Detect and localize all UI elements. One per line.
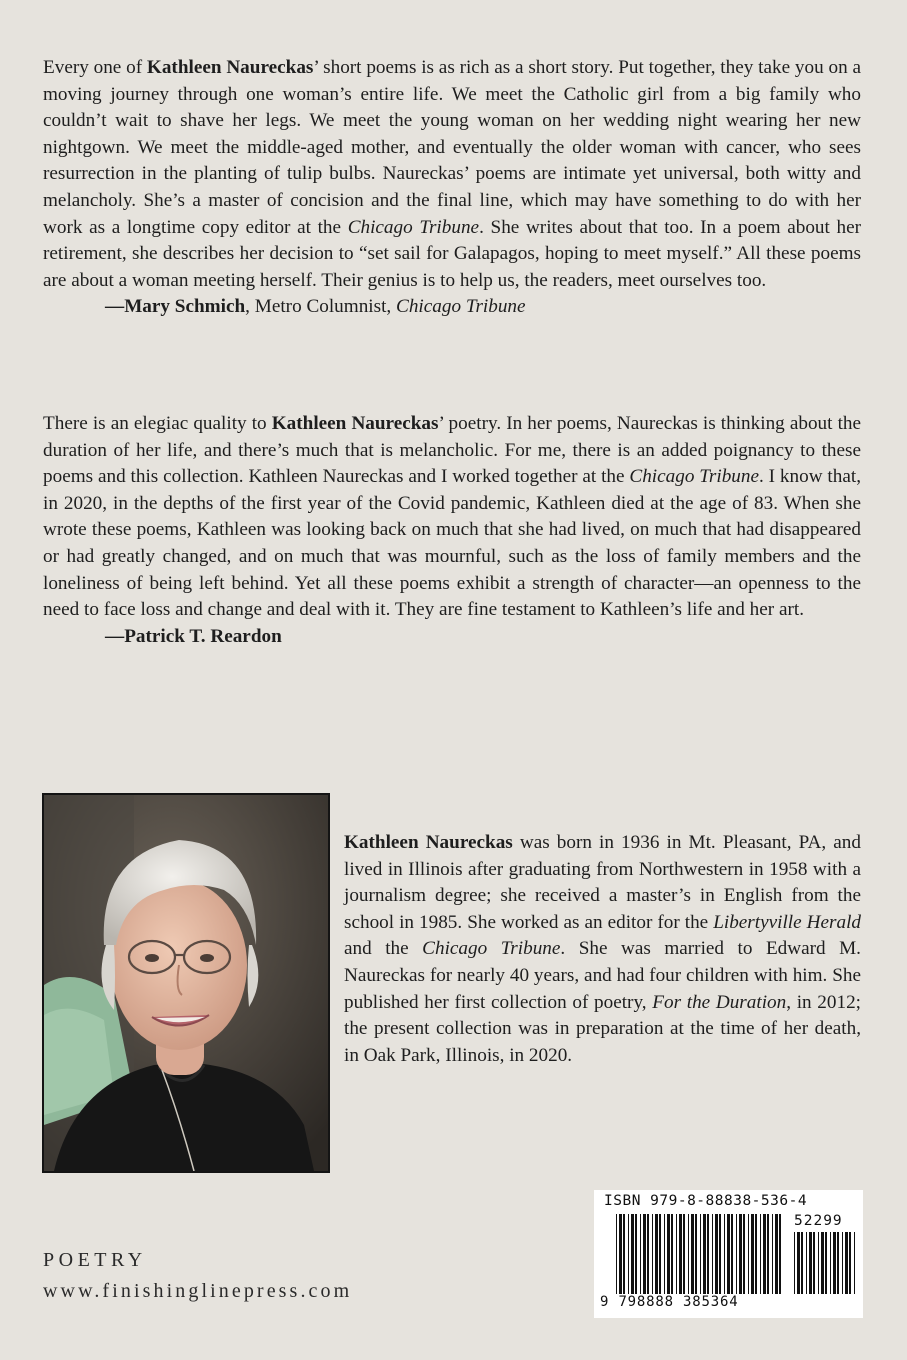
barcode-bar bbox=[652, 1214, 653, 1294]
blurb-text: ’ poetry. In her poems, Naureckas is thinking about the duration of her life, and there’s much that is melancholic. For me, there is an added poignancy to these poems and this collection. Kathleen Naureckas and I worked together at the bbox=[43, 413, 862, 488]
publication-title: Libertyville Herald bbox=[713, 911, 861, 933]
barcode-bar bbox=[837, 1232, 839, 1294]
barcode-bar bbox=[813, 1232, 815, 1294]
publisher-website: www.finishinglinepress.com bbox=[43, 1280, 353, 1302]
barcode-bar bbox=[797, 1232, 800, 1294]
bio-text: . She was married to Edward M. Naureckas for nearly 40 years, and had four children with him. She published her first collection of poetry, bbox=[344, 938, 861, 1013]
barcode-bar bbox=[727, 1214, 730, 1294]
barcode-bar bbox=[779, 1214, 781, 1294]
barcode-bar bbox=[700, 1214, 701, 1294]
barcode-digits: 9 798888 385364 bbox=[600, 1294, 739, 1310]
barcode-bar bbox=[695, 1214, 697, 1294]
barcode-bar bbox=[736, 1214, 737, 1294]
blurb-attribution bbox=[43, 624, 861, 651]
barcode-bar bbox=[683, 1214, 685, 1294]
barcode-bar bbox=[825, 1232, 827, 1294]
barcode-bar bbox=[707, 1214, 709, 1294]
bio-text: and the bbox=[344, 938, 423, 960]
barcode-bar bbox=[809, 1232, 812, 1294]
barcode-bar bbox=[679, 1214, 682, 1294]
barcode-bar bbox=[845, 1232, 848, 1294]
barcode-bar bbox=[767, 1214, 769, 1294]
barcode-bar bbox=[760, 1214, 761, 1294]
barcode-bar bbox=[743, 1214, 745, 1294]
barcode-bar bbox=[842, 1232, 843, 1294]
barcode-bar bbox=[635, 1214, 637, 1294]
barcode-bar bbox=[647, 1214, 649, 1294]
barcode-bar bbox=[854, 1232, 855, 1294]
barcode-bar bbox=[719, 1214, 721, 1294]
barcode-bar bbox=[731, 1214, 733, 1294]
author-name: Kathleen Naureckas bbox=[271, 413, 439, 434]
author-portrait-illustration bbox=[44, 795, 328, 1171]
barcode-bar bbox=[748, 1214, 749, 1294]
blurb-patrick-reardon bbox=[43, 411, 861, 650]
attribution-role: , Metro Columnist, bbox=[245, 296, 397, 318]
blurb-text: ’ short poems is as rich as a short story. Put together, they take you on a moving journey through one woman’s entire life. We meet the Catholic girl from a big family who couldn’t wait to shave her legs. We meet the young woman on her wedding night wearing her new nightgown. We meet the middle-aged mother, and eventually the older woman with cancer, who sees resurrection in the planting of tulip bulbs. Naureckas’ poems are intimate yet universal, both witty and melancholy. She’s a master of concision and the final line, which may have something to do with her work as a longtime copy editor at the bbox=[43, 57, 861, 238]
bio-text: was born in 1936 in Mt. Pleasant, PA, and lived in Illinois after graduating from Northwestern in 1958 with a journalism degree; she received a master’s in English from the school in 1985. She worked as an editor for the bbox=[344, 832, 861, 933]
barcode-bar bbox=[751, 1214, 754, 1294]
barcode-bar bbox=[775, 1214, 778, 1294]
barcode-bar bbox=[671, 1214, 673, 1294]
attribution-publication: Chicago Tribune bbox=[396, 296, 526, 318]
publication-title: Chicago Tribune bbox=[629, 466, 759, 488]
barcode-bar bbox=[712, 1214, 713, 1294]
barcode-bar bbox=[623, 1214, 625, 1294]
bio-text: , in 2012; the present collection was in preparation at the time of her death, in Oak Park, Illinois, in 2020. bbox=[344, 991, 861, 1066]
price-code: 52299 bbox=[794, 1213, 843, 1229]
publication-title: Chicago Tribune bbox=[347, 216, 480, 238]
barcode-bar bbox=[616, 1214, 617, 1294]
blurb-text: . She writes about that too. In a poem about her retirement, she describes her decision to “set sail for Galapagos, hoping to meet myself.” All these poems are about a woman meeting herself. Their genius is to help us, the readers, meet ourselves too. bbox=[43, 216, 861, 291]
barcode-bar bbox=[676, 1214, 677, 1294]
barcode-bar bbox=[715, 1214, 718, 1294]
barcode-bar bbox=[818, 1232, 819, 1294]
barcode-bar bbox=[763, 1214, 766, 1294]
barcode-bar bbox=[806, 1232, 807, 1294]
blurb-text: . I know that, in 2020, in the depths of the first year of the Covid pandemic, Kathleen died at the age of 83. When she wrote these poems, Kathleen was looking back on much that she had lived, on much that had disappeared or had greatly changed, and on much that was mournful, such as the loss of family members and the loneliness of being left behind. Yet all these poems exhibit a strength of character—an openness to the need to face loss and change and deal with it. They are fine testament to Kathleen’s life and her art. bbox=[43, 466, 861, 621]
barcode-bar bbox=[739, 1214, 742, 1294]
barcode-bar bbox=[801, 1232, 803, 1294]
barcode-bar bbox=[849, 1232, 851, 1294]
barcode-bar bbox=[755, 1214, 757, 1294]
barcode-bar bbox=[821, 1232, 824, 1294]
barcode-bar bbox=[655, 1214, 658, 1294]
barcode-bar bbox=[833, 1232, 836, 1294]
attribution-name: —Patrick T. Reardon bbox=[105, 625, 282, 647]
author-photo bbox=[42, 793, 330, 1173]
blurb-text: There is an elegiac quality to bbox=[43, 413, 272, 434]
attribution-name: —Mary Schmich bbox=[105, 296, 246, 318]
isbn-barcode bbox=[594, 1190, 863, 1318]
barcode-bar bbox=[667, 1214, 670, 1294]
barcode-bar bbox=[688, 1214, 689, 1294]
blurb-attribution bbox=[43, 294, 861, 321]
author-bio bbox=[344, 830, 861, 1069]
author-name: Kathleen Naureckas bbox=[146, 57, 314, 78]
barcode-bar bbox=[772, 1214, 773, 1294]
isbn-label: ISBN 979-8-88838-536-4 bbox=[604, 1193, 808, 1209]
barcode-bar bbox=[724, 1214, 725, 1294]
barcode-bar bbox=[628, 1214, 629, 1294]
barcode-bar bbox=[631, 1214, 634, 1294]
author-name: Kathleen Naureckas bbox=[344, 832, 513, 853]
blurb-mary-schmich bbox=[43, 55, 861, 321]
barcode-bar bbox=[794, 1232, 795, 1294]
barcode-bar bbox=[691, 1214, 694, 1294]
blurb-text: Every one of bbox=[43, 57, 147, 78]
barcode-bar bbox=[659, 1214, 661, 1294]
barcode-bar bbox=[619, 1214, 622, 1294]
publication-title: Chicago Tribune bbox=[422, 938, 561, 960]
previous-book-title: For the Duration bbox=[652, 991, 787, 1013]
barcode-bar bbox=[643, 1214, 646, 1294]
barcode-bar bbox=[703, 1214, 706, 1294]
barcode-bar bbox=[664, 1214, 665, 1294]
barcode-bar bbox=[640, 1214, 641, 1294]
barcode-bar bbox=[830, 1232, 831, 1294]
genre-label: POETRY bbox=[43, 1249, 147, 1271]
